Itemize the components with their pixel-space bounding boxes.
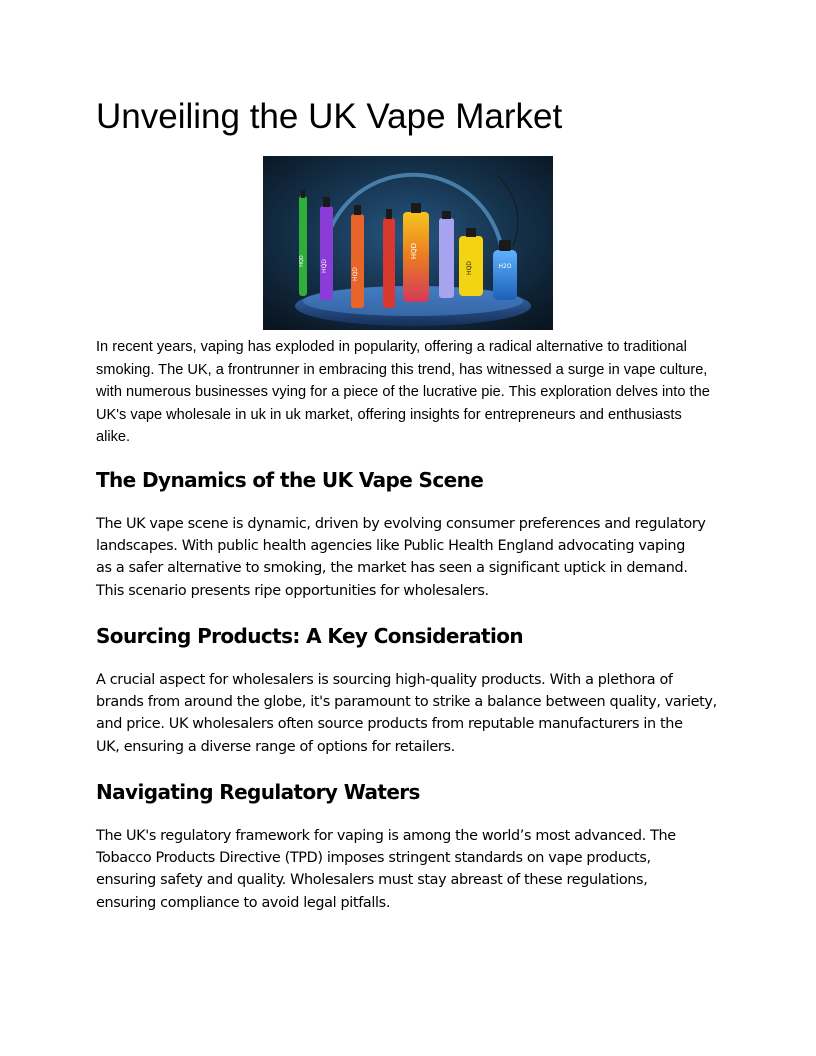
text-line: brands from around the globe, it's paramount to strike a balance between quality, variety,	[96, 694, 717, 711]
device-brand-label: HQD	[299, 255, 305, 267]
text-line: ensuring safety and quality. Wholesalers must stay abreast of these regulations,	[96, 872, 648, 889]
text-line: UK's vape wholesale in uk in uk market, offering insights for entrepreneurs and enthusiasts	[96, 406, 682, 423]
page-title: Unveiling the UK Vape Market	[96, 97, 563, 136]
section-paragraph-regulatory	[96, 825, 721, 914]
device-brand-label: HQD	[321, 259, 328, 273]
section-paragraph-dynamics	[96, 513, 721, 602]
section-paragraph-sourcing	[96, 669, 721, 758]
text-line: smoking. The UK, a frontrunner in embracing this trend, has witnessed a surge in vape culture,	[96, 361, 708, 378]
text-line: The UK's regulatory framework for vaping is among the world’s most advanced. The	[96, 828, 676, 844]
text-line: as a safer alternative to smoking, the market has seen a significant uptick in demand.	[96, 560, 688, 577]
text-line: with numerous businesses vying for a piece of the lucrative pie. This exploration delves into the	[96, 384, 710, 400]
device-brand-label: H2O	[498, 263, 512, 270]
lavender-vape-device	[439, 218, 454, 298]
text-line: UK, ensuring a diverse range of options for retailers.	[96, 738, 455, 755]
section-heading-regulatory: Navigating Regulatory Waters	[96, 780, 420, 804]
text-line: The UK vape scene is dynamic, driven by evolving consumer preferences and regulatory	[96, 516, 706, 532]
device-brand-label: HQD	[410, 242, 418, 260]
device-brand-label: HQD	[352, 267, 359, 281]
text-line: and price. UK wholesalers often source products from reputable manufacturers in the	[96, 716, 683, 733]
text-line: Tobacco Products Directive (TPD) imposes stringent standards on vape products,	[96, 850, 651, 867]
section-heading-sourcing: Sourcing Products: A Key Consideration	[96, 624, 523, 648]
hero-image	[263, 156, 553, 330]
text-line: In recent years, vaping has exploded in popularity, offering a radical alternative to traditional	[96, 339, 687, 355]
section-heading-dynamics: The Dynamics of the UK Vape Scene	[96, 468, 484, 492]
purple-vape-device	[320, 206, 333, 300]
orange-vape-device	[351, 214, 364, 308]
text-line: alike.	[96, 429, 131, 445]
text-line: landscapes. With public health agencies like Public Health England advocating vaping	[96, 538, 685, 555]
blue-vape-device	[493, 250, 517, 300]
text-line: ensuring compliance to avoid legal pitfalls.	[96, 894, 391, 911]
text-line: A crucial aspect for wholesalers is sourcing high-quality products. With a plethora of	[96, 672, 673, 688]
intro-paragraph	[96, 336, 721, 449]
red-vape-device	[383, 218, 395, 308]
green-vape-device	[299, 196, 307, 296]
text-line: This scenario presents ripe opportunities for wholesalers.	[96, 582, 489, 599]
device-brand-label: HQD	[466, 261, 473, 275]
vape-devices-illustration	[263, 156, 553, 330]
